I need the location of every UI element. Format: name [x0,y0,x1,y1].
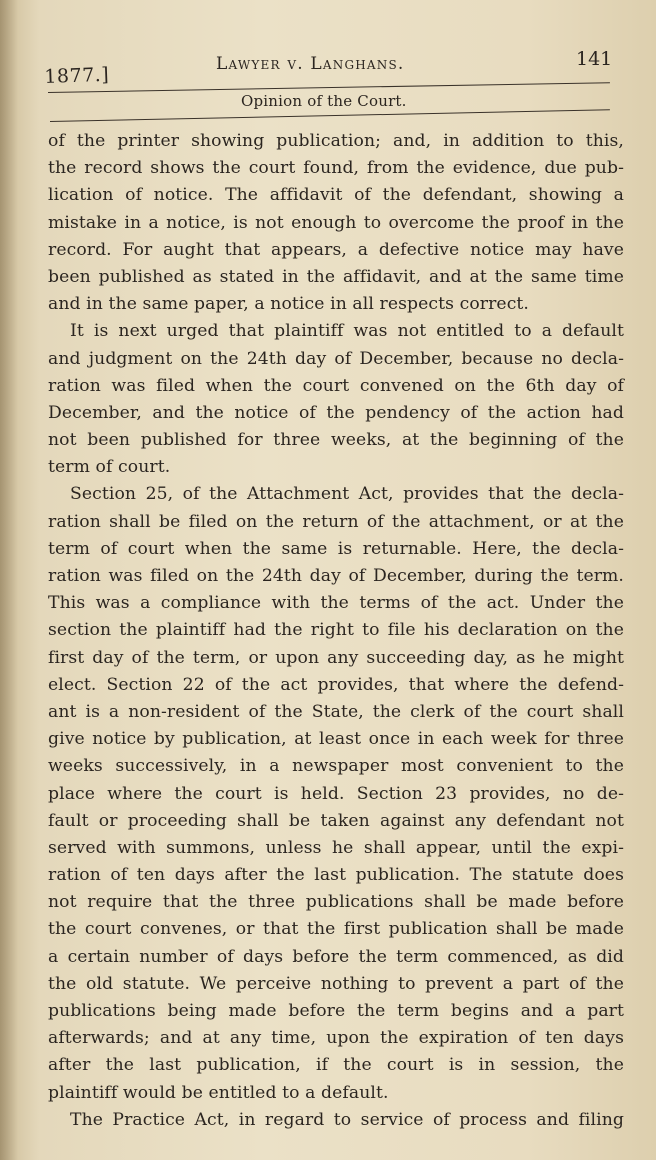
text-line: ant is a non-resident of the State, the clerk of the court shall [48,701,624,722]
gutter-shadow [0,0,18,1160]
text-line: mistake in a notice, is not enough to overcome the proof in the [48,212,624,233]
text-line: served with summons, unless he shall appear, until the expi- [48,837,624,858]
text-line: record. For aught that appears, a defective notice may have [48,239,624,260]
text-line: ration was filed on the 24th day of December, during the term. [48,566,624,586]
text-line: and in the same paper, a notice in all respects correct. [48,294,529,315]
text-line: ration shall be filed on the return of the attachment, or at the [48,511,624,532]
text-line: the court convenes, or that the first publication shall be made [48,919,624,940]
running-title: Lawyer v. Langhans. [216,54,405,74]
text-line: ration was filed when the court convened on the 6th day of [48,375,624,396]
text-line: fault or proceeding shall be taken against any defendant not [48,810,624,831]
year-marker: 1877.] [44,63,110,88]
header-rule-bottom [50,109,610,122]
text-line: and judgment on the 24th day of December, because no decla- [48,348,624,369]
text-line: weeks successively, in a newspaper most convenient to the [48,756,624,777]
text-line: the old statute. We perceive nothing to prevent a part of the [48,973,624,994]
text-line: It is next urged that plaintiff was not entitled to a default [70,321,624,342]
text-line: not require that the three publications shall be made before [48,892,624,913]
text-line: December, and the notice of the pendency of the action had [48,402,624,423]
text-line: elect. Section 22 of the act provides, that where the defend- [48,674,624,695]
text-line: term of court when the same is returnable. Here, the decla- [48,538,624,559]
text-line: term of court. [48,457,171,478]
text-line: This was a compliance with the terms of the act. Under the [48,593,624,614]
text-line: plaintiff would be entitled to a default. [48,1082,389,1103]
text-line: of the printer showing publication; and, in addition to this, [48,131,624,151]
text-line: first day of the term, or upon any succeeding day, as he might [48,647,624,668]
text-line: the record shows the court found, from the evidence, due pub- [48,158,624,179]
text-line: ration of ten days after the last publication. The statute does [48,865,624,886]
text-line: a certain number of days before the term commenced, as did [48,946,624,967]
text-line: after the last publication, if the court is in session, the [48,1055,624,1076]
text-line: not been published for three weeks, at the beginning of the [48,430,624,451]
text-line: section the plaintiff had the right to file his declaration on the [48,620,624,641]
section-heading: Opinion of the Court. [241,92,407,110]
text-line: place where the court is held. Section 23 provides, no de- [48,783,624,804]
text-line: afterwards; and at any time, upon the expiration of ten days [48,1028,624,1049]
text-line: Section 25, of the Attachment Act, provides that the decla- [70,484,624,505]
opinion-body [48,128,624,1134]
page-number: 141 [576,48,613,70]
text-line: The Practice Act, in regard to service of process and filing [70,1109,624,1130]
text-line: been published as stated in the affidavit, and at the same time [48,266,624,287]
text-line: lication of notice. The affidavit of the defendant, showing a [48,185,624,206]
text-line: publications being made before the term begins and a part [48,1001,624,1021]
text-line: give notice by publication, at least once in each week for three [48,729,624,750]
